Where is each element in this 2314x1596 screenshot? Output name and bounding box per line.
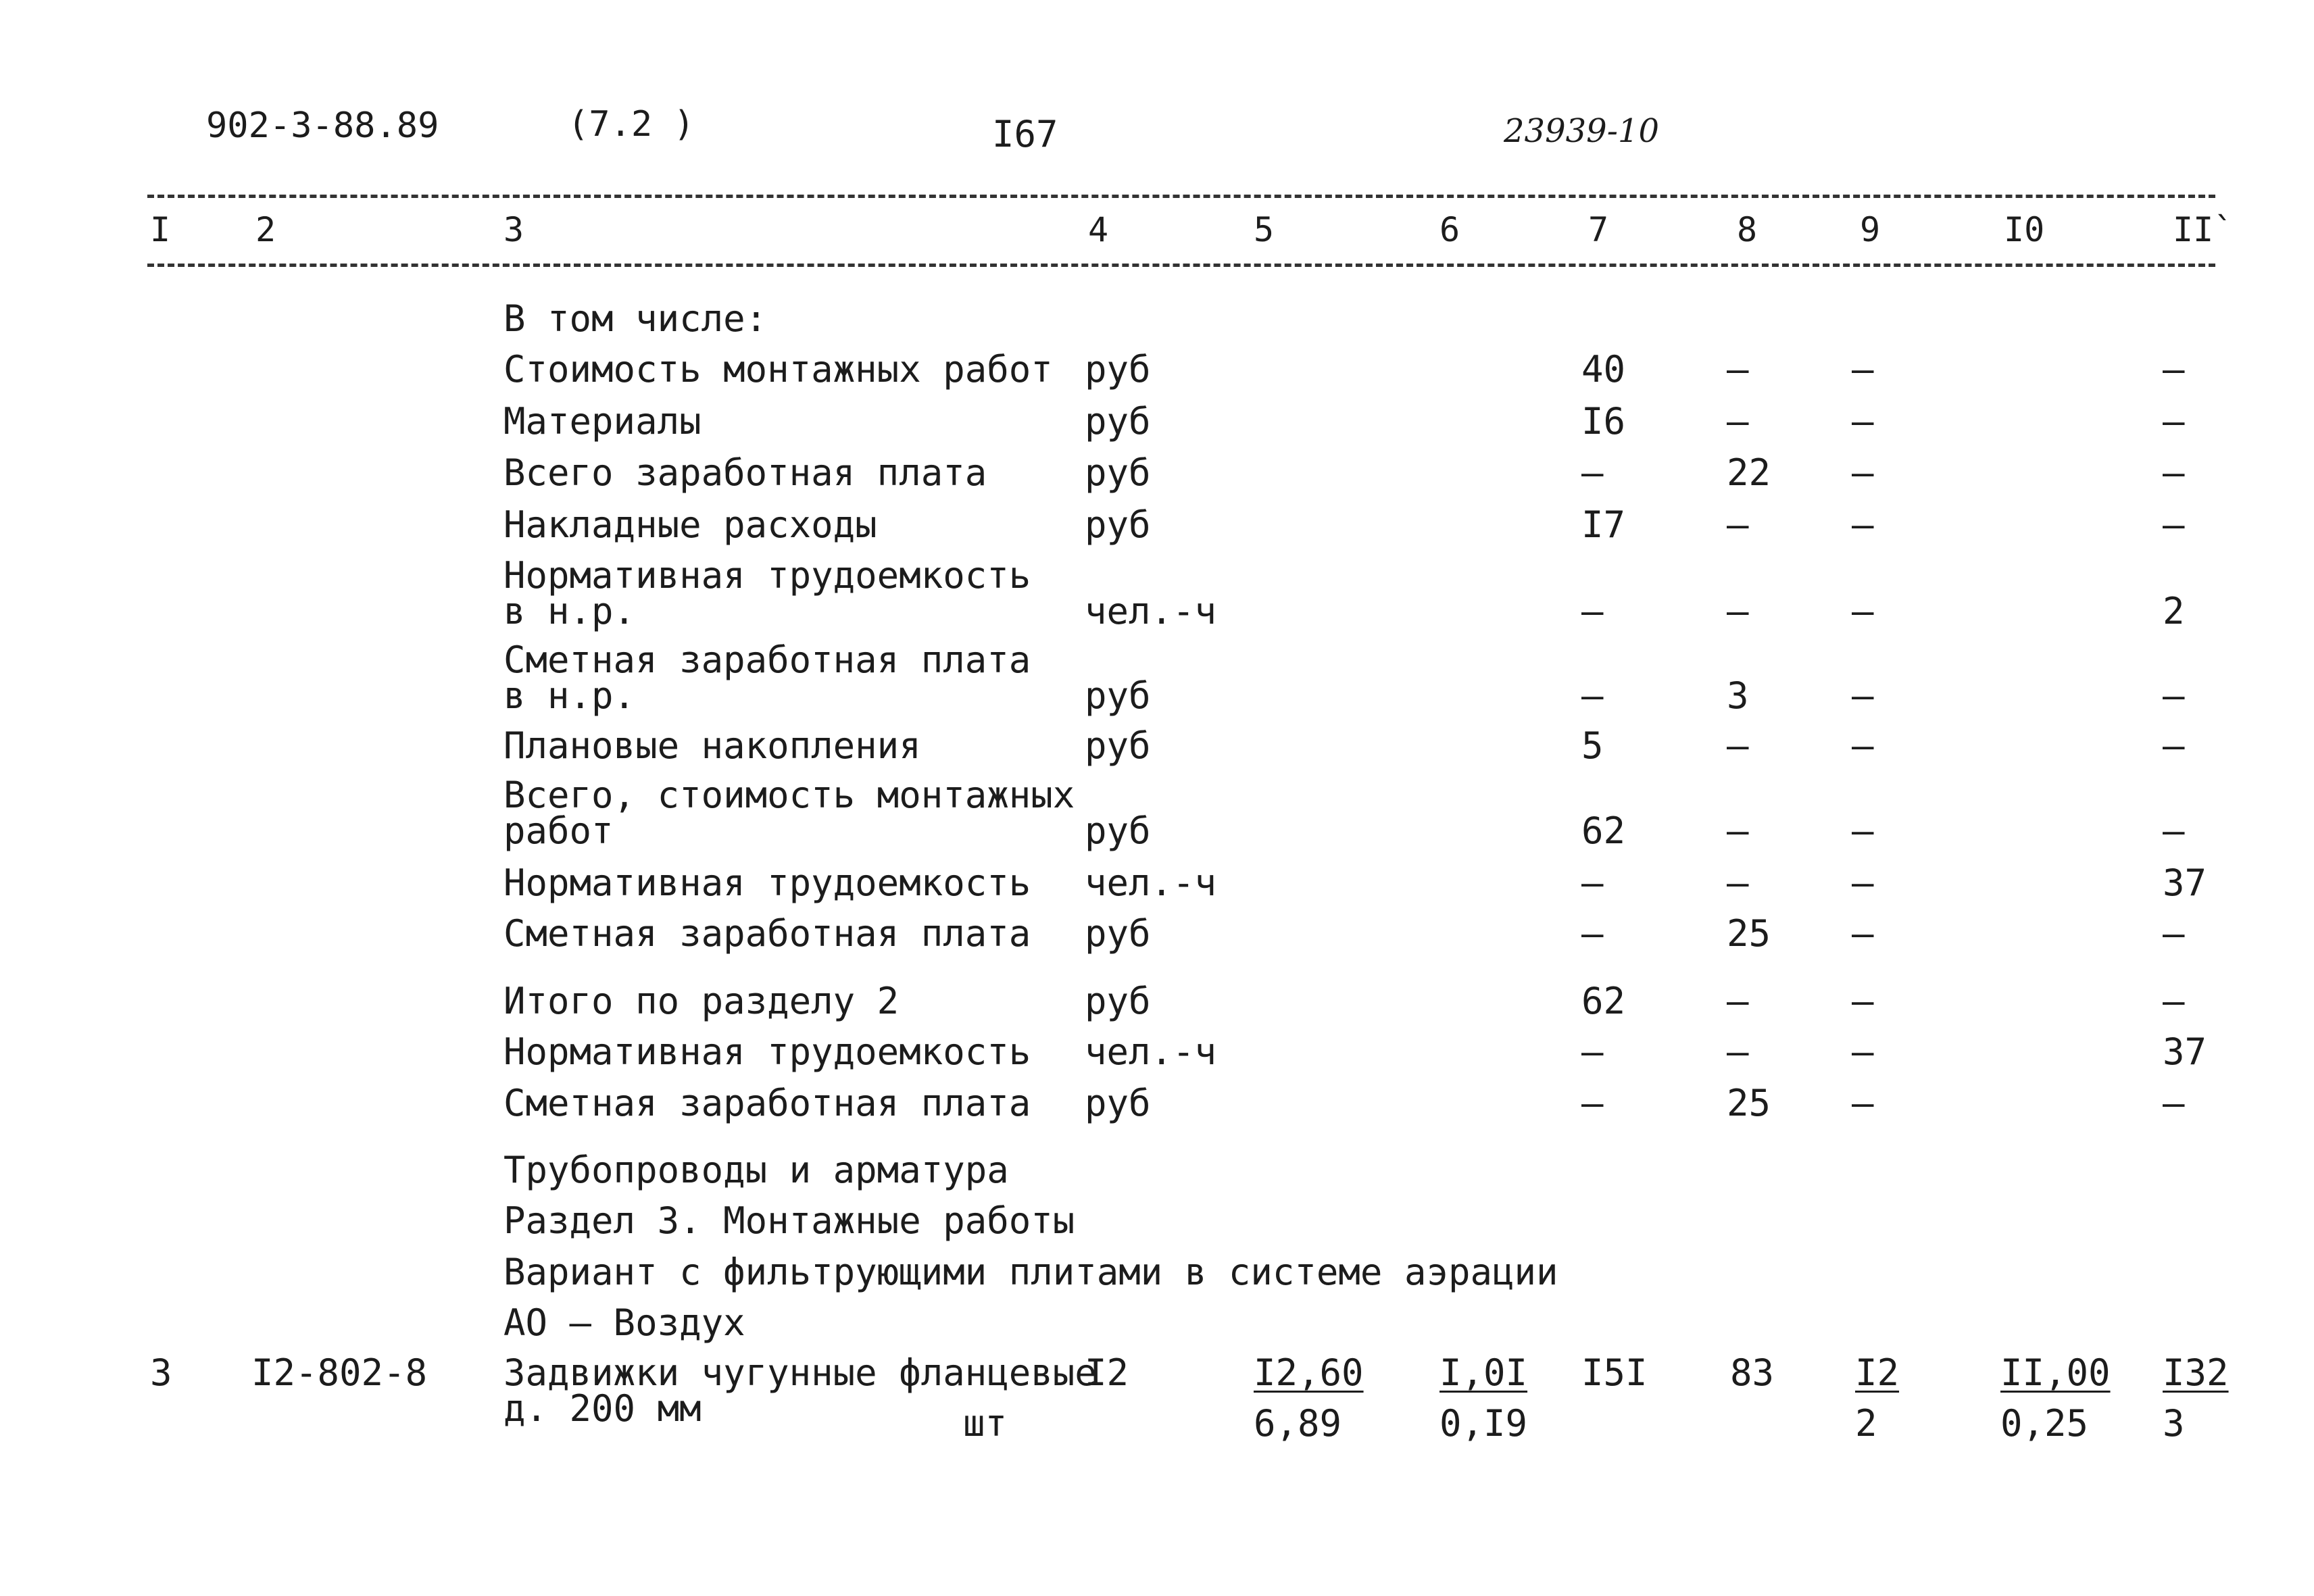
row-col8: – xyxy=(1727,809,1749,852)
page-number: I67 xyxy=(992,113,1058,155)
item-unit: шт xyxy=(963,1402,1008,1445)
col-num-9: 9 xyxy=(1860,210,1881,249)
row-col7: – xyxy=(1581,912,1604,955)
row-col11: – xyxy=(2163,674,2185,717)
item-col8: 83 xyxy=(1730,1351,1775,1394)
row-unit: руб xyxy=(1085,912,1151,955)
row-col9: – xyxy=(1852,809,1874,852)
row-unit: руб xyxy=(1085,451,1151,494)
row-label-cont: в н.р. xyxy=(503,590,636,632)
row-label: Нормативная трудоемкость xyxy=(503,554,1031,597)
row-col11: – xyxy=(2163,451,2185,494)
row-label: Всего, стоимость монтажных xyxy=(503,774,1075,816)
row-col11: – xyxy=(2163,1082,2185,1124)
row-col8: – xyxy=(1727,1030,1749,1073)
col-num-3: 3 xyxy=(503,210,524,249)
row-col11: – xyxy=(2163,809,2185,852)
col-num-10: I0 xyxy=(2004,210,2045,249)
row-col9: – xyxy=(1852,674,1874,717)
section-heading: АО – Воздух xyxy=(503,1301,745,1344)
row-label: В том числе: xyxy=(503,297,768,340)
section-heading: Раздел 3. Монтажные работы xyxy=(503,1199,1075,1242)
row-col11: 37 xyxy=(2163,1030,2207,1073)
row-label: Сметная заработная плата xyxy=(503,639,1031,681)
row-col7: – xyxy=(1581,862,1604,904)
section-heading: Трубопроводы и арматура xyxy=(503,1149,1009,1191)
row-label: Нормативная трудоемкость xyxy=(503,1030,1031,1073)
row-col8: – xyxy=(1727,980,1749,1022)
row-col9: – xyxy=(1852,503,1874,546)
row-unit: руб xyxy=(1085,400,1151,443)
row-col8: 3 xyxy=(1727,674,1749,717)
row-unit: руб xyxy=(1085,348,1151,391)
row-col9: – xyxy=(1852,1082,1874,1124)
row-col11: – xyxy=(2163,912,2185,955)
col-num-4: 4 xyxy=(1088,210,1109,249)
row-col8: – xyxy=(1727,503,1749,546)
album-number: (7.2 ) xyxy=(568,104,695,145)
item-col11-top: I32 xyxy=(2163,1351,2229,1394)
row-col9: – xyxy=(1852,590,1874,632)
row-unit: чел.-ч xyxy=(1085,590,1217,632)
item-col10-bottom: 0,25 xyxy=(2000,1402,2089,1445)
row-col7: 62 xyxy=(1581,809,1626,852)
row-col11: – xyxy=(2163,980,2185,1022)
row-col8: – xyxy=(1727,400,1749,443)
row-col11: – xyxy=(2163,348,2185,391)
item-col5-bottom: 6,89 xyxy=(1254,1402,1342,1445)
col-num-6: 6 xyxy=(1439,210,1460,249)
row-col7: I7 xyxy=(1581,503,1626,546)
row-col7: – xyxy=(1581,451,1604,494)
row-col9: – xyxy=(1852,400,1874,443)
row-col11: – xyxy=(2163,503,2185,546)
row-unit: чел.-ч xyxy=(1085,862,1217,904)
row-label: Материалы xyxy=(503,400,701,443)
item-col5-top: I2,60 xyxy=(1254,1351,1364,1394)
row-label: Стоимость монтажных работ xyxy=(503,348,1053,391)
row-col11: – xyxy=(2163,724,2185,767)
row-col9: – xyxy=(1852,1030,1874,1073)
row-col8: 22 xyxy=(1727,451,1771,494)
row-col8: 25 xyxy=(1727,1082,1771,1124)
col-num-8: 8 xyxy=(1737,210,1758,249)
row-col11: – xyxy=(2163,400,2185,443)
header-top-rule xyxy=(147,195,2215,198)
row-label: Всего заработная плата xyxy=(503,451,987,494)
item-col6-bottom: 0,I9 xyxy=(1439,1402,1528,1445)
item-col9-top: I2 xyxy=(1855,1351,1900,1394)
row-label: Плановые накопления xyxy=(503,724,921,767)
row-col11: 37 xyxy=(2163,862,2207,904)
item-name: Задвижки чугунные фланцевые xyxy=(503,1351,1097,1394)
col-num-1: I xyxy=(150,210,171,249)
item-col10-top: II,00 xyxy=(2000,1351,2111,1394)
row-label: Нормативная трудоемкость xyxy=(503,862,1031,904)
row-col7: – xyxy=(1581,674,1604,717)
row-col9: – xyxy=(1852,348,1874,391)
row-label-cont: в н.р. xyxy=(503,674,636,717)
item-code: I2-802-8 xyxy=(251,1351,428,1394)
section-heading: Вариант с фильтрующими плитами в системе аэрации xyxy=(503,1251,1558,1293)
row-unit: руб xyxy=(1085,724,1151,767)
row-col7: – xyxy=(1581,1082,1604,1124)
col-num-7: 7 xyxy=(1588,210,1609,249)
row-col7: 5 xyxy=(1581,724,1604,767)
row-label: Сметная заработная плата xyxy=(503,912,1031,955)
row-col7: – xyxy=(1581,590,1604,632)
row-unit: руб xyxy=(1085,503,1151,546)
row-col8: – xyxy=(1727,724,1749,767)
row-col7: I6 xyxy=(1581,400,1626,443)
item-name-cont: д. 200 мм xyxy=(503,1387,701,1430)
row-col9: – xyxy=(1852,451,1874,494)
row-label: Сметная заработная плата xyxy=(503,1082,1031,1124)
row-unit: руб xyxy=(1085,809,1151,852)
row-col9: – xyxy=(1852,912,1874,955)
row-col8: 25 xyxy=(1727,912,1771,955)
row-col11: 2 xyxy=(2163,590,2185,632)
item-quantity: I2 xyxy=(1085,1351,1129,1394)
row-col7: 40 xyxy=(1581,348,1626,391)
item-col11-bottom: 3 xyxy=(2163,1402,2185,1445)
row-col9: – xyxy=(1852,862,1874,904)
col-num-2: 2 xyxy=(255,210,276,249)
item-col9-bottom: 2 xyxy=(1855,1402,1877,1445)
header-bottom-rule xyxy=(147,264,2215,267)
row-col9: – xyxy=(1852,980,1874,1022)
row-unit: руб xyxy=(1085,1082,1151,1124)
item-number: 3 xyxy=(150,1351,172,1394)
row-col8: – xyxy=(1727,862,1749,904)
inventory-number: 23939-10 xyxy=(1504,112,1659,150)
item-col7: I5I xyxy=(1581,1351,1648,1394)
col-num-5: 5 xyxy=(1254,210,1275,249)
row-col7: – xyxy=(1581,1030,1604,1073)
doc-code: 902-3-88.89 xyxy=(206,105,439,146)
row-unit: руб xyxy=(1085,980,1151,1022)
row-col8: – xyxy=(1727,590,1749,632)
row-col7: 62 xyxy=(1581,980,1626,1022)
row-label-cont: работ xyxy=(503,809,614,852)
row-col8: – xyxy=(1727,348,1749,391)
row-unit: руб xyxy=(1085,674,1151,717)
col-num-11: II` xyxy=(2173,210,2234,249)
row-label: Накладные расходы xyxy=(503,503,877,546)
row-col9: – xyxy=(1852,724,1874,767)
section-total-label: Итого по разделу 2 xyxy=(503,980,900,1022)
item-col6-top: I,0I xyxy=(1439,1351,1528,1394)
row-unit: чел.-ч xyxy=(1085,1030,1217,1073)
